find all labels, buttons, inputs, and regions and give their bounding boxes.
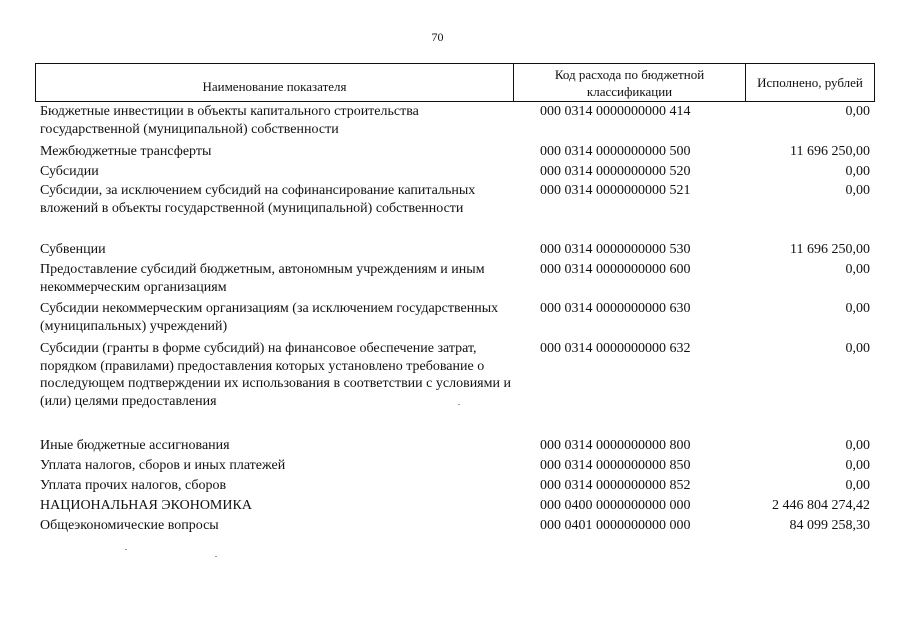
row-name: Субсидии некоммерческим организациям (за исключением государственных (муниципальных) учреждений) [40,301,499,334]
scan-speck [125,549,127,550]
row-amount: 0,00 [845,164,870,179]
row-amount: 11 696 250,00 [790,242,870,257]
row-name: НАЦИОНАЛЬНАЯ ЭКОНОМИКА [40,498,252,513]
row-amount: 2 446 804 274,42 [772,498,870,513]
row-code: 000 0314 0000000000 521 [540,183,691,198]
table-header [35,63,875,102]
row-name: Уплата прочих налогов, сборов [40,478,227,493]
row-code: 000 0314 0000000000 800 [540,438,691,453]
row-amount: 0,00 [845,301,870,316]
row-amount: 0,00 [845,104,870,119]
scan-speck [215,556,217,557]
row-name: Межбюджетные трансферты [40,144,212,159]
row-amount: 0,00 [845,341,870,356]
row-name: Субсидии, за исключением субсидий на софинансирование капитальных вложений в объекты государственной (муниципальной) собственности [40,183,476,216]
row-name: Иные бюджетные ассигнования [40,438,230,453]
row-code: 000 0314 0000000000 630 [540,301,691,316]
row-name: Предоставление субсидий бюджетным, автономным учреждениям и иным некоммерческим организациям [40,262,485,295]
row-code: 000 0314 0000000000 500 [540,144,691,159]
page-number: 70 [431,30,444,44]
row-code: 000 0314 0000000000 530 [540,242,691,257]
row-amount: 0,00 [845,183,870,198]
row-code: 000 0314 0000000000 632 [540,341,691,356]
row-code: 000 0400 0000000000 000 [540,498,691,513]
row-amount: 0,00 [845,262,870,277]
row-amount: 0,00 [845,478,870,493]
row-code: 000 0314 0000000000 850 [540,458,691,473]
row-name: Субсидии [40,164,99,179]
row-name: Субсидии (гранты в форме субсидий) на финансовое обеспечение затрат, порядком (правилами) предоставления которых установлено требование о последующем подтверждении их использования в соответствии с условиями и (или) целями предоставления [40,341,511,409]
header-name: Наименование показателя [36,64,514,101]
row-name: Бюджетные инвестиции в объекты капитального строительства государственной (муниципальной) собственности [40,104,419,137]
row-code: 000 0314 0000000000 852 [540,478,691,493]
row-amount: 11 696 250,00 [790,144,870,159]
header-amount: Исполнено, рублей [757,75,863,90]
row-code: 000 0314 0000000000 414 [540,104,691,119]
row-amount: 84 099 258,30 [789,518,870,533]
row-name: Субвенции [40,242,106,257]
scan-speck [458,404,460,405]
row-amount: 0,00 [845,438,870,453]
row-amount: 0,00 [845,458,870,473]
header-code: Код расхода по бюджетной классификации [514,64,746,101]
row-name: Общеэкономические вопросы [40,518,219,533]
row-code: 000 0314 0000000000 600 [540,262,691,277]
row-code: 000 0314 0000000000 520 [540,164,691,179]
row-name: Уплата налогов, сборов и иных платежей [40,458,286,473]
row-code: 000 0401 0000000000 000 [540,518,691,533]
